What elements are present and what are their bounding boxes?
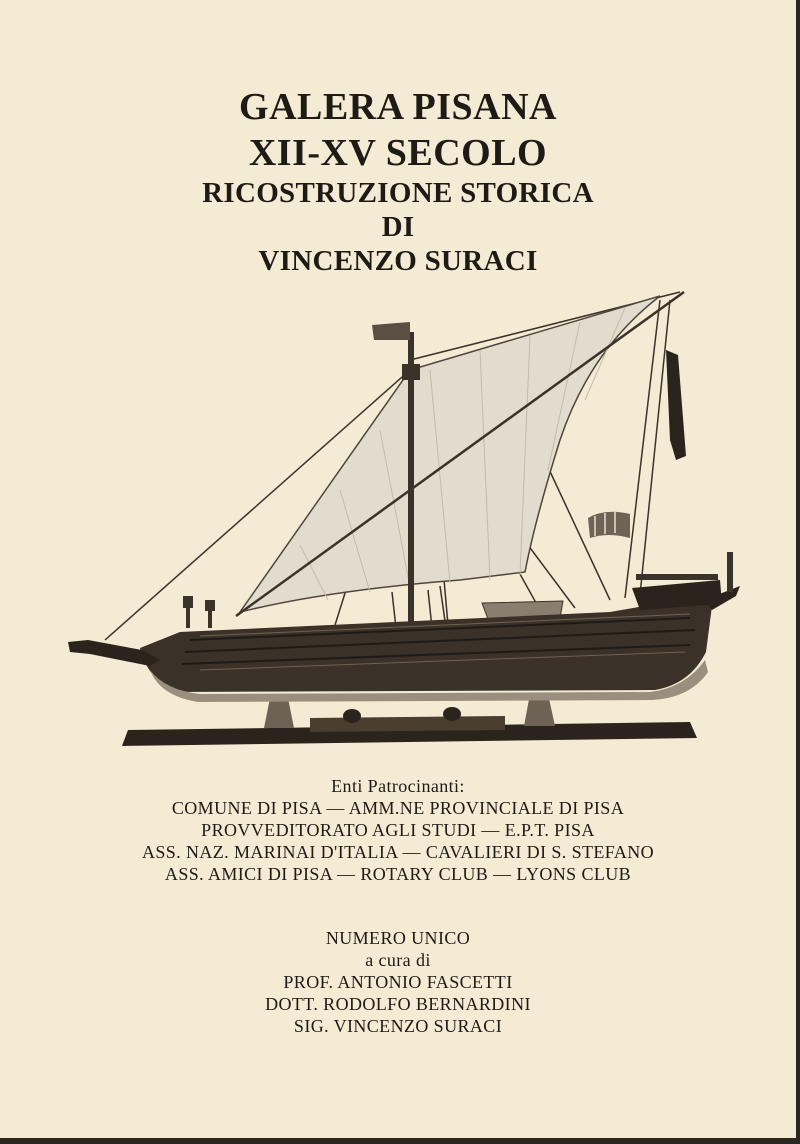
edition-block xyxy=(0,927,796,1037)
title-line-2: XII-XV SECOLO xyxy=(248,132,548,174)
patrons-block xyxy=(0,775,796,885)
curated-by-label: a cura di xyxy=(365,950,431,970)
title-block xyxy=(0,84,796,278)
patron-line: ASS. NAZ. MARINAI D'ITALIA — CAVALIERI DI S. STEFANO xyxy=(141,842,655,862)
subtitle-line-3: VINCENZO SURACI xyxy=(258,245,538,277)
editor-name: PROF. ANTONIO FASCETTI xyxy=(283,972,513,992)
subtitle-line-1: RICOSTRUZIONE STORICA xyxy=(202,177,594,209)
patron-line: ASS. AMICI DI PISA — ROTARY CLUB — LYONS CLUB xyxy=(164,864,632,884)
edition-label: NUMERO UNICO xyxy=(325,928,471,948)
editor-name: DOTT. RODOLFO BERNARDINI xyxy=(265,994,531,1014)
patrons-heading: Enti Patrocinanti: xyxy=(331,776,465,796)
patron-line: PROVVEDITORATO AGLI STUDI — E.P.T. PISA xyxy=(201,820,595,840)
subtitle-line-2: DI xyxy=(381,211,415,243)
patron-line: COMUNE DI PISA — AMM.NE PROVINCIALE DI PISA xyxy=(171,798,625,818)
title-line-1: GALERA PISANA xyxy=(239,86,557,128)
galley-ship-model-icon xyxy=(60,288,750,753)
editor-name: SIG. VINCENZO SURACI xyxy=(293,1016,503,1036)
